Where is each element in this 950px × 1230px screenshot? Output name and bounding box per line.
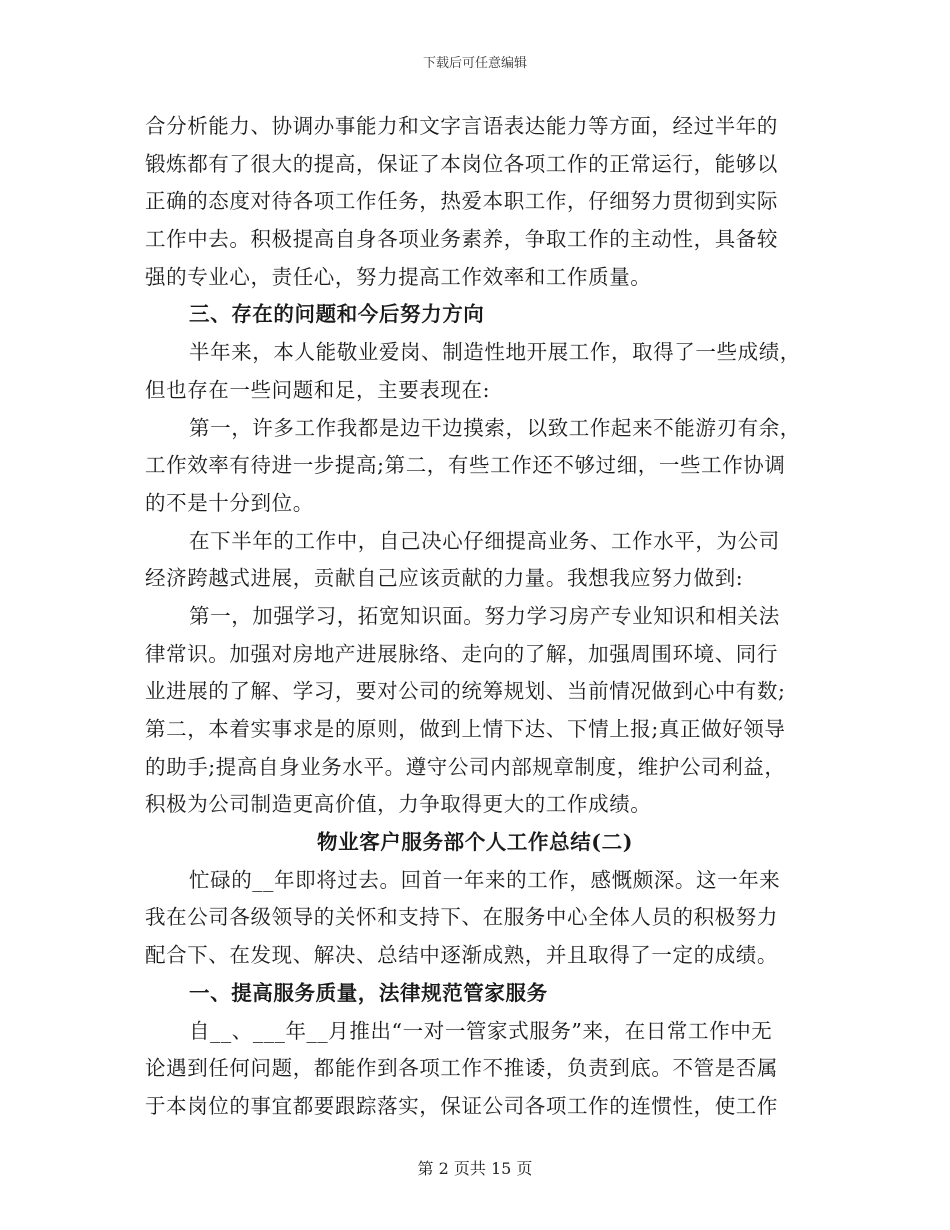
section-heading-1: 一、提高服务质量，法律规范管家服务 <box>189 980 548 1005</box>
body-line: 的助手;提高自身业务水平。遵守公司内部规章制度，维护公司利益， <box>145 754 786 779</box>
body-line: 正确的态度对待各项工作任务，热爱本职工作，仔细努力贯彻到实际 <box>145 189 778 214</box>
body-line: 强的专业心，责任心，努力提高工作效率和工作质量。 <box>145 264 652 289</box>
body-line: 忙碌的__年即将过去。回首一年来的工作，感慨颇深。这一年来 <box>189 867 781 892</box>
page-number: 第 2 页共 15 页 <box>417 1159 533 1178</box>
body-line: 配合下、在发现、解决、总结中逐渐成熟，并且取得了一定的成绩。 <box>145 943 778 968</box>
body-line: 我在公司各级领导的关怀和支持下、在服务中心全体人员的积极努力 <box>145 905 778 930</box>
section-heading-3: 三、存在的问题和今后努力方向 <box>189 302 485 327</box>
body-line: 经济跨越式进展，贡献自己应该贡献的力量。我想我应努力做到: <box>145 566 744 591</box>
body-line: 积极为公司制造更高价值，力争取得更大的工作成绩。 <box>145 792 652 817</box>
body-line: 在下半年的工作中，自己决心仔细提高业务、工作水平，为公司 <box>189 528 780 553</box>
body-line: 业进展的了解、学习，要对公司的统筹规划、当前情况做到心中有数; <box>145 679 786 704</box>
body-line: 工作中去。积极提高自身各项业务素养，争取工作的主动性，具备较 <box>145 227 778 252</box>
body-line: 第一，许多工作我都是边干边摸索，以致工作起来不能游刃有余， <box>189 415 801 440</box>
body-line: 自__、___年__月推出“一对一管家式服务”来，在日常工作中无 <box>189 1018 773 1043</box>
body-line: 论遇到任何问题，都能作到各项工作不推诿，负责到底。不管是否属 <box>145 1056 778 1081</box>
body-line: 但也存在一些问题和足，主要表现在: <box>145 377 491 402</box>
body-line: 于本岗位的事宜都要跟踪落实，保证公司各项工作的连惯性，使工作 <box>145 1093 778 1118</box>
body-line: 第一，加强学习，拓宽知识面。努力学习房产专业知识和相关法 <box>189 603 780 628</box>
body-line: 半年来，本人能敬业爱岗、制造性地开展工作，取得了一些成绩， <box>189 340 801 365</box>
body-line: 合分析能力、协调办事能力和文字言语表达能力等方面，经过半年的 <box>145 114 778 138</box>
document-title: 物业客户服务部个人工作总结(二) <box>317 830 633 855</box>
body-line: 工作效率有待进一步提高;第二，有些工作还不够过细，一些工作协调 <box>145 453 786 478</box>
document-body <box>145 108 805 1126</box>
body-line: 律常识。加强对房地产进展脉络、走向的了解，加强周围环境、同行 <box>145 641 778 666</box>
body-line: 的不是十分到位。 <box>145 490 314 515</box>
page-header-note: 下载后可任意编辑 <box>422 56 527 71</box>
body-line: 锻炼都有了很大的提高，保证了本岗位各项工作的正常运行，能够以 <box>145 151 778 176</box>
body-line: 第二，本着实事求是的原则，做到上情下达、下情上报;真正做好领导 <box>145 717 786 741</box>
